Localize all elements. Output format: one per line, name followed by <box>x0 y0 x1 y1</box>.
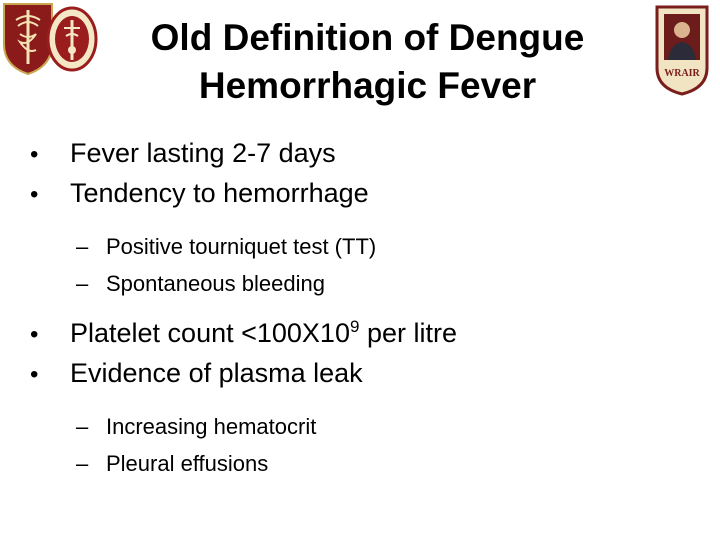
bullet-marker: • <box>30 361 39 388</box>
bullet-text: Evidence of plasma leak <box>70 358 363 388</box>
exponent-superscript: 9 <box>349 317 360 336</box>
bullet-marker: • <box>30 141 39 168</box>
bullet-item <box>30 174 690 214</box>
wrair-portrait-crest-icon <box>654 4 710 96</box>
wrair-logo-text: WRAIR <box>664 68 700 79</box>
platelet-text-pre: Platelet count <100X10 <box>70 318 350 348</box>
bullet-marker: • <box>30 181 39 208</box>
bullet-text: Fever lasting 2-7 days <box>70 138 336 168</box>
bullet-list <box>30 134 690 482</box>
sub-bullet-item <box>30 445 690 482</box>
sub-bullet-text: Increasing hematocrit <box>106 414 317 439</box>
bullet-marker: • <box>30 321 39 348</box>
sub-bullet-text: Pleural effusions <box>106 451 269 476</box>
dash-marker: – <box>76 271 89 296</box>
army-medical-seal-icon <box>46 6 98 72</box>
dash-marker: – <box>76 234 89 259</box>
bullet-item <box>30 134 690 174</box>
sub-bullet-text: Spontaneous bleeding <box>106 271 325 296</box>
bullet-text <box>70 314 457 352</box>
bullet-text: Tendency to hemorrhage <box>70 178 369 208</box>
platelet-text-post: per litre <box>359 318 457 348</box>
sub-bullet-item <box>30 228 690 265</box>
bullet-item <box>30 354 690 394</box>
dash-marker: – <box>76 414 89 439</box>
sub-bullet-text: Positive tourniquet test (TT) <box>106 234 377 259</box>
sub-bullet-item <box>30 408 690 445</box>
bullet-item <box>30 314 690 354</box>
sub-bullet-item <box>30 265 690 302</box>
dash-marker: – <box>76 451 89 476</box>
slide-title: Old Definition of Dengue Hemorrhagic Fever <box>150 17 585 106</box>
